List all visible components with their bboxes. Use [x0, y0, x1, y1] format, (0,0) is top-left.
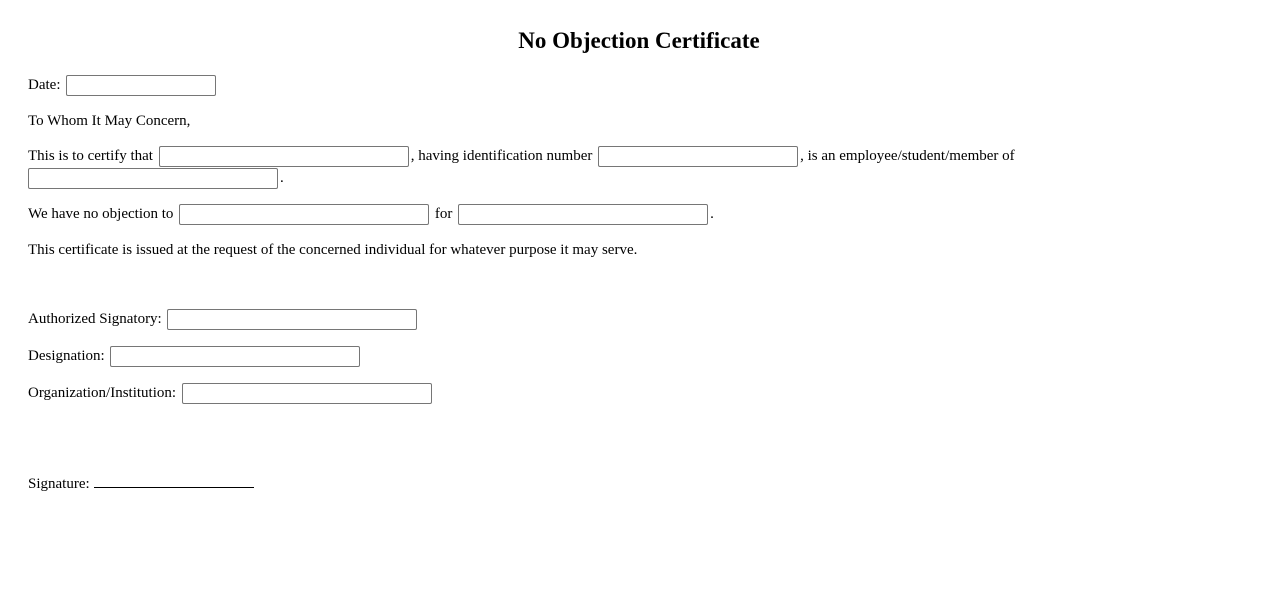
certify-end: .: [280, 170, 284, 186]
designation-row: [28, 346, 362, 367]
signature-label: Signature:: [28, 476, 90, 492]
authorized-signatory-label: Authorized Signatory:: [28, 311, 162, 327]
designation-input[interactable]: [110, 346, 360, 367]
purpose-statement: This certificate is issued at the request of the concerned individual for whatever purpose it may serve.: [28, 242, 638, 258]
date-input[interactable]: [66, 75, 216, 96]
certify-prefix: This is to certify that: [28, 148, 153, 164]
identification-number-input[interactable]: [598, 146, 798, 167]
objection-purpose-input[interactable]: [458, 204, 708, 225]
authorized-signatory-row: [28, 309, 419, 330]
organization-label: Organization/Institution:: [28, 385, 177, 401]
certify-row-continued: [28, 168, 284, 189]
date-row: [28, 75, 218, 96]
objection-activity-input[interactable]: [179, 204, 429, 225]
designation-label: Designation:: [28, 348, 105, 364]
certify-middle: , having identification number: [410, 148, 593, 164]
date-label: Date:: [28, 77, 61, 93]
page-title: No Objection Certificate: [518, 28, 760, 53]
certify-row: [28, 146, 1015, 167]
authorized-signatory-input[interactable]: [167, 309, 417, 330]
signature-line: [94, 471, 254, 488]
member-organization-input[interactable]: [28, 168, 278, 189]
objection-middle: for: [434, 206, 453, 222]
person-name-input[interactable]: [159, 146, 409, 167]
objection-row: [28, 204, 714, 225]
objection-end: .: [710, 206, 714, 222]
organization-input[interactable]: [182, 383, 432, 404]
objection-prefix: We have no objection to: [28, 206, 174, 222]
signature-row: [28, 471, 254, 494]
salutation: To Whom It May Concern,: [28, 113, 191, 129]
certify-suffix: , is an employee/student/member of: [800, 148, 1015, 164]
organization-row: [28, 383, 434, 404]
